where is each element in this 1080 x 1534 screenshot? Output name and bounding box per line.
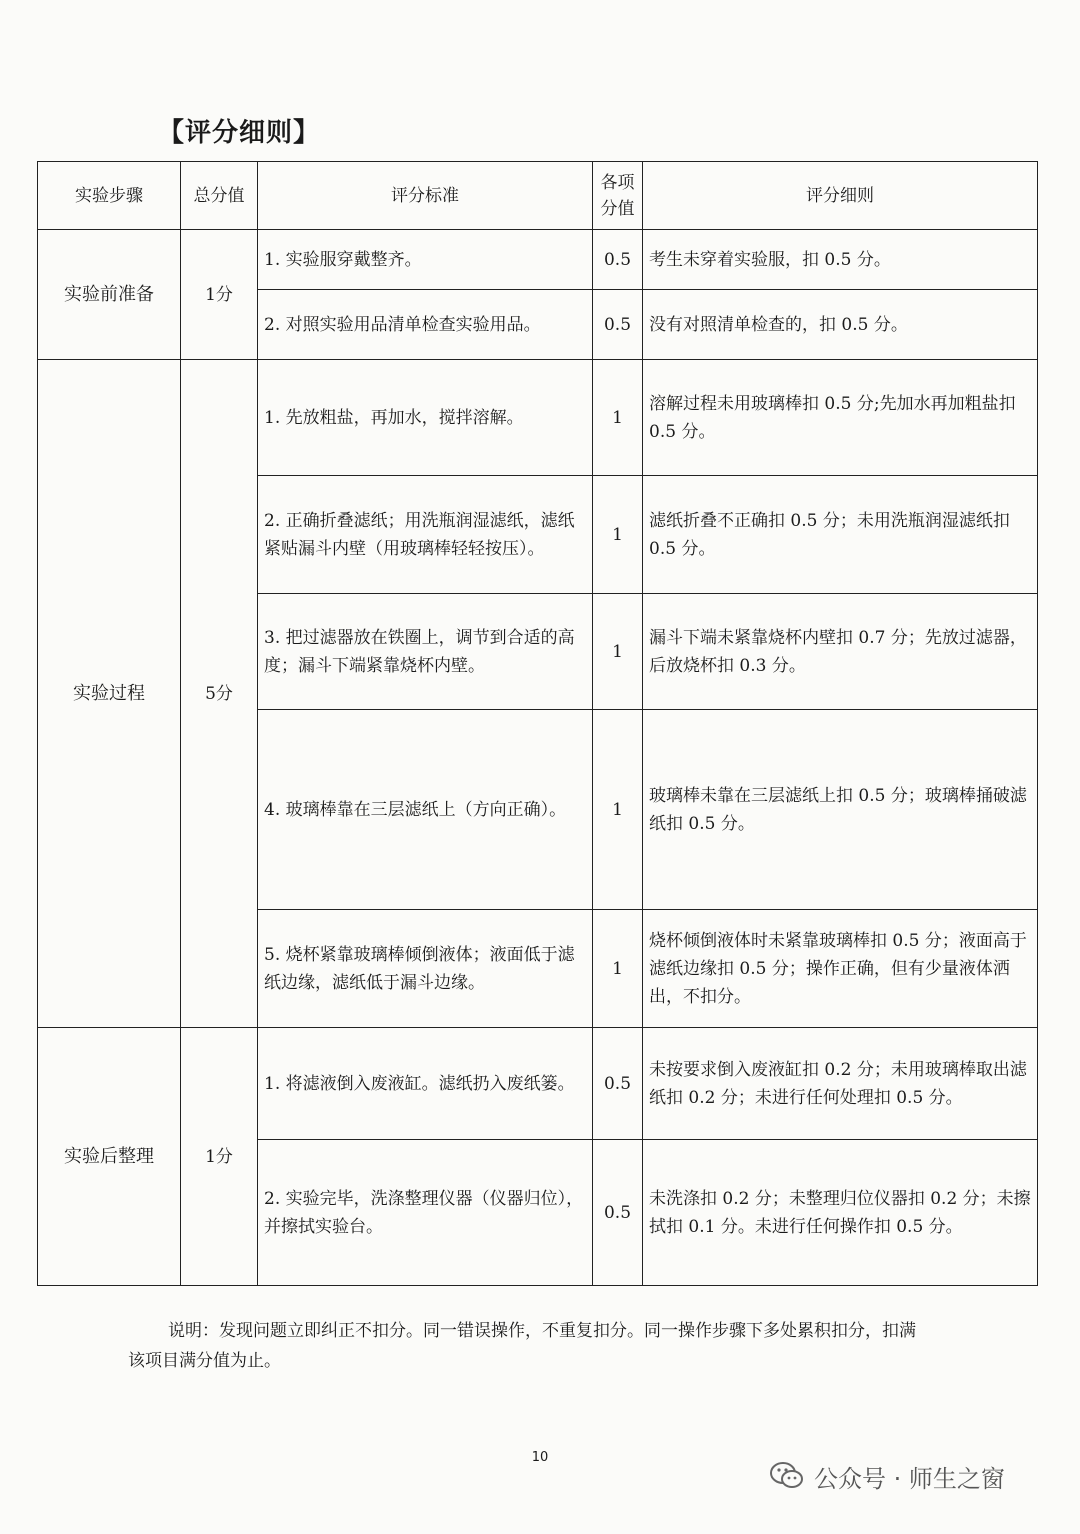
criterion: 2. 对照实验用品清单检查实验用品。 — [258, 290, 593, 360]
table-row — [38, 1028, 1038, 1140]
header-step: 实验步骤 — [38, 162, 181, 230]
deduction-detail: 没有对照清单检查的，扣 0.5 分。 — [643, 290, 1038, 360]
deduction-detail: 漏斗下端未紧靠烧杯内壁扣 0.7 分；先放过滤器，后放烧杯扣 0.3 分。 — [643, 594, 1038, 710]
section-step: 实验过程 — [38, 360, 181, 1028]
deduction-detail: 未洗涤扣 0.2 分；未整理归位仪器扣 0.2 分；未擦拭扣 0.1 分。未进行任何操作扣 0.5 分。 — [643, 1140, 1038, 1286]
header-standard: 评分标准 — [258, 162, 593, 230]
deduction-detail: 溶解过程未用玻璃棒扣 0.5 分;先加水再加粗盐扣 0.5 分。 — [643, 360, 1038, 476]
criterion: 5. 烧杯紧靠玻璃棒倾倒液体；液面低于滤纸边缘，滤纸低于漏斗边缘。 — [258, 910, 593, 1028]
watermark — [770, 1456, 1005, 1496]
item-score: 1 — [593, 476, 643, 594]
section-total: 1分 — [181, 230, 258, 360]
deduction-detail: 烧杯倾倒液体时未紧靠玻璃棒扣 0.5 分；液面高于滤纸边缘扣 0.5 分；操作正确，但有少量液体洒出，不扣分。 — [643, 910, 1038, 1028]
item-score: 0.5 — [593, 230, 643, 290]
criterion: 2. 实验完毕，洗涤整理仪器（仪器归位），并擦拭实验台。 — [258, 1140, 593, 1286]
table-row — [38, 360, 1038, 476]
criterion: 4. 玻璃棒靠在三层滤纸上（方向正确）。 — [258, 710, 593, 910]
item-score: 1 — [593, 910, 643, 1028]
criterion: 3. 把过滤器放在铁圈上，调节到合适的高度；漏斗下端紧靠烧杯内壁。 — [258, 594, 593, 710]
scoring-table — [37, 161, 1038, 1286]
section-total: 5分 — [181, 360, 258, 1028]
criterion: 1. 实验服穿戴整齐。 — [258, 230, 593, 290]
deduction-detail: 滤纸折叠不正确扣 0.5 分；未用洗瓶润湿滤纸扣 0.5 分。 — [643, 476, 1038, 594]
deduction-detail: 玻璃棒未靠在三层滤纸上扣 0.5 分；玻璃棒捅破滤纸扣 0.5 分。 — [643, 710, 1038, 910]
header-total: 总分值 — [181, 162, 258, 230]
item-score: 0.5 — [593, 1140, 643, 1286]
item-score: 0.5 — [593, 290, 643, 360]
header-detail: 评分细则 — [643, 162, 1038, 230]
deduction-detail: 考生未穿着实验服，扣 0.5 分。 — [643, 230, 1038, 290]
page-number: 10 — [531, 1450, 549, 1465]
item-score: 1 — [593, 360, 643, 476]
section-step: 实验前准备 — [38, 230, 181, 360]
watermark-text: 公众号 · 师生之窗 — [814, 1464, 1005, 1493]
criterion: 1. 将滤液倒入废液缸。滤纸扔入废纸篓。 — [258, 1028, 593, 1140]
table-header-row — [38, 162, 1038, 230]
table-row — [38, 230, 1038, 290]
section-heading: 【评分细则】 — [158, 118, 321, 148]
header-item-score: 各项分值 — [593, 162, 643, 230]
criterion: 1. 先放粗盐，再加水，搅拌溶解。 — [258, 360, 593, 476]
wechat-icon — [770, 1461, 804, 1491]
note-text: 说明：发现问题立即纠正不扣分。同一错误操作，不重复扣分。同一操作步骤下多处累积扣分，扣满该项目满分值为止。 — [128, 1321, 916, 1371]
section-step: 实验后整理 — [38, 1028, 181, 1286]
section-total: 1分 — [181, 1028, 258, 1286]
deduction-detail: 未按要求倒入废液缸扣 0.2 分；未用玻璃棒取出滤纸扣 0.2 分；未进行任何处理扣 0.5 分。 — [643, 1028, 1038, 1140]
item-score: 1 — [593, 594, 643, 710]
criterion: 2. 正确折叠滤纸；用洗瓶润湿滤纸，滤纸紧贴漏斗内壁（用玻璃棒轻轻按压）。 — [258, 476, 593, 594]
item-score: 0.5 — [593, 1028, 643, 1140]
item-score: 1 — [593, 710, 643, 910]
